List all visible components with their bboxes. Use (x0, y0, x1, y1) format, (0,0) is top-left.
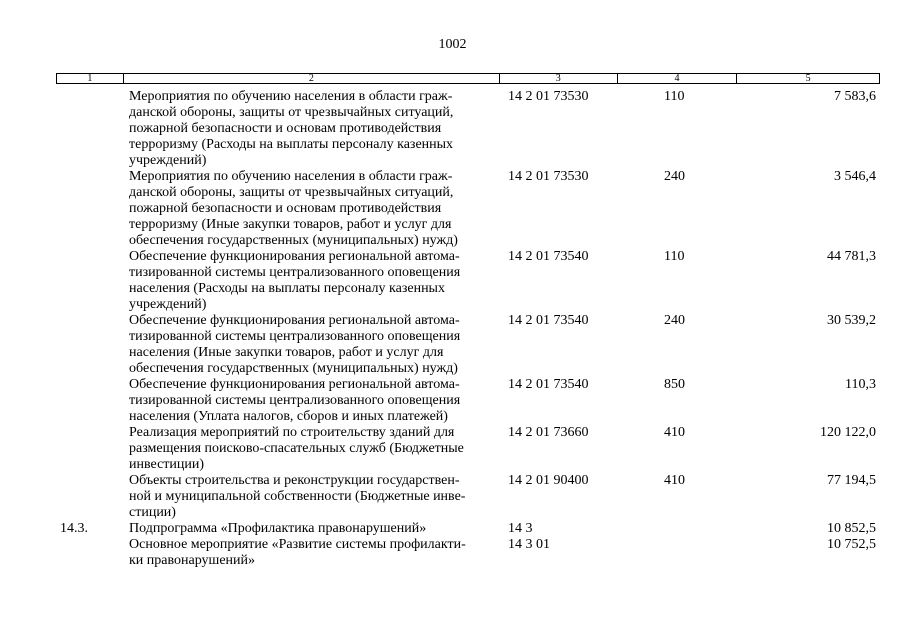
row-code: 14 2 01 73540 (508, 249, 589, 264)
row-expense-type: 410 (664, 425, 685, 440)
row-amount: 10 752,5 (827, 537, 876, 552)
row-expense-type: 240 (664, 313, 685, 328)
description-line: пожарной безопасности и основам противодействия (129, 201, 442, 216)
row-expense-type (618, 521, 738, 537)
description-line: пожарной безопасности и основам противодействия (129, 121, 442, 136)
description-line: обеспечения государственных (муниципальных) нужд) (129, 233, 458, 248)
description-line: Реализация мероприятий по строительству зданий для (129, 425, 455, 440)
header-col-5: 5 (805, 73, 811, 84)
table-header (56, 73, 880, 84)
description-line: учреждений) (129, 153, 207, 168)
table-row (56, 249, 880, 313)
description-line: терроризму (Иные закупки товаров, работ и услуг для (129, 217, 452, 232)
row-description (123, 537, 500, 569)
description-line: размещения поисково-спасательных служб (Бюджетные (129, 441, 464, 456)
row-amount: 7 583,6 (834, 89, 876, 104)
header-col-3: 3 (500, 74, 618, 83)
row-amount: 77 194,5 (827, 473, 876, 488)
row-code: 14 3 01 (508, 537, 550, 552)
description-line: учреждений) (129, 297, 207, 312)
table-row (56, 377, 880, 425)
row-expense-type (618, 537, 738, 569)
row-expense-type: 850 (664, 377, 685, 392)
row-description (123, 249, 500, 313)
table-row (56, 537, 880, 569)
row-code: 14 2 01 73540 (508, 377, 589, 392)
description-line: Мероприятия по обучению населения в области граж- (129, 89, 453, 104)
row-amount: 30 539,2 (827, 313, 876, 328)
table-row (56, 473, 880, 521)
description-line: тизированной системы централизованного оповещения (129, 329, 461, 344)
description-line: Обеспечение функционирования региональной автома- (129, 313, 460, 328)
row-number (56, 473, 123, 521)
table-row (56, 425, 880, 473)
description-line: Подпрограмма «Профилактика правонарушений» (129, 521, 427, 536)
table-row (56, 89, 880, 169)
row-amount: 3 546,4 (834, 169, 876, 184)
row-number (56, 425, 123, 473)
description-line: данской обороны, защиты от чрезвычайных ситуаций, (129, 185, 454, 200)
row-code: 14 2 01 73530 (508, 169, 589, 184)
description-line: инвестиции) (129, 457, 205, 472)
row-number (56, 89, 123, 169)
row-code: 14 2 01 73530 (508, 89, 589, 104)
row-expense-type: 240 (664, 169, 685, 184)
row-number (56, 377, 123, 425)
description-line: Мероприятия по обучению населения в области граж- (129, 169, 453, 184)
row-number (56, 249, 123, 313)
description-line: Объекты строительства и реконструкции государствен- (129, 473, 460, 488)
row-code: 14 2 01 73540 (508, 313, 589, 328)
description-line: терроризму (Расходы на выплаты персоналу казенных (129, 137, 454, 152)
row-description (123, 89, 500, 169)
row-expense-type: 110 (664, 249, 685, 264)
description-line: населения (Иные закупки товаров, работ и услуг для (129, 345, 444, 360)
description-line: тизированной системы централизованного оповещения (129, 393, 461, 408)
page-number: 1002 (438, 37, 467, 52)
header-col-1: 1 (57, 74, 124, 83)
description-line: данской обороны, защиты от чрезвычайных ситуаций, (129, 105, 454, 120)
header-col-2: 2 (124, 74, 500, 83)
row-number (56, 537, 123, 569)
row-number (56, 169, 123, 249)
row-amount: 120 122,0 (820, 425, 876, 440)
description-line: Обеспечение функционирования региональной автома- (129, 249, 460, 264)
description-line: населения (Расходы на выплаты персоналу казенных (129, 281, 445, 296)
row-amount: 44 781,3 (827, 249, 876, 264)
row-description (123, 313, 500, 377)
table-row (56, 313, 880, 377)
row-description (123, 521, 500, 537)
description-line: стиции) (129, 505, 176, 520)
description-line: тизированной системы централизованного оповещения (129, 265, 461, 280)
row-code: 14 2 01 90400 (508, 473, 589, 488)
description-line: обеспечения государственных (муниципальных) нужд) (129, 361, 458, 376)
description-line: Обеспечение функционирования региональной автома- (129, 377, 460, 392)
row-amount: 10 852,5 (827, 521, 876, 536)
description-line: Основное мероприятие «Развитие системы профилакти- (129, 537, 466, 552)
description-line: ной и муниципальной собственности (Бюджетные инве- (129, 489, 466, 504)
row-description (123, 473, 500, 521)
row-description (123, 169, 500, 249)
row-expense-type: 110 (664, 89, 685, 104)
row-number (56, 313, 123, 377)
row-description (123, 425, 500, 473)
row-number: 14.3. (60, 521, 88, 536)
table-body (56, 89, 880, 569)
header-col-4: 4 (618, 74, 738, 83)
description-line: ки правонарушений» (129, 553, 256, 568)
row-expense-type: 410 (664, 473, 685, 488)
table-row (56, 169, 880, 249)
row-description (123, 377, 500, 425)
row-code: 14 2 01 73660 (508, 425, 589, 440)
row-amount: 110,3 (845, 377, 876, 392)
description-line: населения (Уплата налогов, сборов и иных платежей) (129, 409, 448, 424)
row-code: 14 3 (508, 521, 533, 536)
table-row (56, 521, 880, 537)
